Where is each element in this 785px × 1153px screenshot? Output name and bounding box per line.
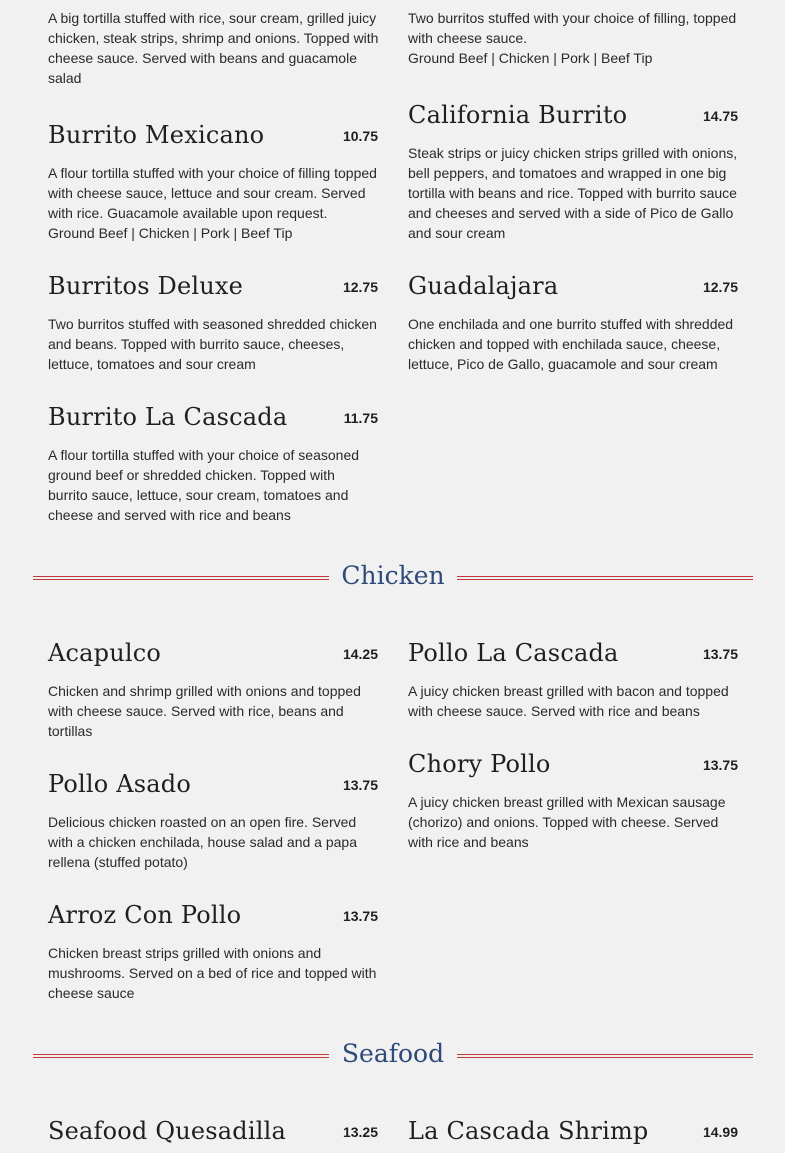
item-name: Burrito Mexicano	[48, 121, 265, 149]
menu-item	[48, 638, 378, 741]
item-name: Guadalajara	[408, 272, 559, 300]
item-name: Burritos Deluxe	[48, 272, 244, 300]
item-description: A juicy chicken breast grilled with bacon and topped with cheese sauce. Served with rice and beans	[408, 683, 729, 719]
menu-item	[408, 638, 738, 721]
item-description: Two burritos stuffed with seasoned shredded chicken and beans. Topped with burrito sauce, cheeses, lettuce, tomatoes and sour cream	[48, 316, 377, 372]
section-title: Seafood	[341, 1039, 445, 1068]
item-price: 13.75	[702, 646, 738, 662]
item-name: Seafood Quesadilla	[48, 1117, 286, 1145]
item-name: Arroz Con Pollo	[48, 901, 242, 929]
item-description-text: Two burritos stuffed with your choice of filling, topped with cheese sauce.	[408, 10, 737, 46]
section-title: Chicken	[341, 561, 445, 590]
item-price: 10.75	[342, 128, 378, 144]
item-description: Steak strips or juicy chicken strips grilled with onions, bell peppers, and tomatoes and wrapped in one big tortilla with beans and rice. Topped with burrito sauce and cheeses and served with a side of Pico de Gallo and sour cream	[408, 145, 738, 241]
menu-item	[48, 402, 378, 525]
item-price: 12.75	[702, 279, 738, 295]
menu-item	[408, 100, 738, 243]
item-name: La Cascada Shrimp	[408, 1117, 649, 1145]
item-name: Acapulco	[48, 639, 162, 667]
item-price: 13.75	[702, 757, 738, 773]
item-name: Burrito La Cascada	[48, 403, 288, 431]
item-description: A juicy chicken breast grilled with Mexican sausage (chorizo) and onions. Topped with cheese. Served with rice and beans	[408, 794, 726, 850]
item-description: A flour tortilla stuffed with your choice of filling topped with cheese sauce, lettuce and sour cream. Served with rice. Guacamole available upon request.	[48, 165, 377, 221]
item-description: Delicious chicken roasted on an open fire. Served with a chicken enchilada, house salad and a papa rellena (stuffed potato)	[48, 814, 357, 870]
item-price: 12.75	[342, 279, 378, 295]
menu-item	[48, 769, 378, 872]
item-price: 13.75	[342, 908, 378, 924]
item-description: Chicken and shrimp grilled with onions and topped with cheese sauce. Served with rice, beans and tortillas	[48, 683, 361, 739]
menu-item	[48, 271, 378, 374]
menu-item	[48, 1116, 378, 1146]
menu-item	[408, 271, 738, 374]
divider-line	[33, 1054, 329, 1058]
section-header-seafood	[33, 1036, 753, 1076]
item-price: 14.25	[342, 646, 378, 662]
item-description: Chicken breast strips grilled with onions and mushrooms. Served on a bed of rice and topped with cheese sauce	[48, 945, 377, 1001]
item-price: 14.75	[702, 108, 738, 124]
item-options: Ground Beef | Chicken | Pork | Beef Tip	[48, 225, 293, 241]
item-name: Chory Pollo	[408, 750, 551, 778]
item-description: A flour tortilla stuffed with your choice of seasoned ground beef or shredded chicken. Topped with burrito sauce, lettuce, sour cream, tomatoes and cheese and served with rice and beans	[48, 447, 360, 523]
divider-line	[457, 1054, 753, 1058]
item-price: 13.75	[342, 777, 378, 793]
item-price: 13.25	[342, 1124, 378, 1140]
section-header-chicken	[33, 558, 753, 598]
menu-item	[408, 749, 738, 852]
menu-item	[408, 1116, 738, 1146]
divider-line	[33, 576, 329, 580]
item-description: A big tortilla stuffed with rice, sour cream, grilled juicy chicken, steak strips, shrimp and onions. Topped with cheese sauce. Served with beans and guacamole salad	[48, 10, 379, 86]
item-price: 11.75	[343, 410, 378, 426]
divider-line	[457, 576, 753, 580]
menu-item	[48, 120, 378, 243]
item-name: Pollo La Cascada	[408, 639, 619, 667]
item-name: Pollo Asado	[48, 770, 192, 798]
item-description: One enchilada and one burrito stuffed with shredded chicken and topped with enchilada sauce, cheese, lettuce, Pico de Gallo, guacamole and sour cream	[408, 316, 734, 372]
item-price: 14.99	[702, 1124, 738, 1140]
item-options: Ground Beef | Chicken | Pork | Beef Tip	[408, 50, 653, 66]
menu-item	[48, 900, 378, 1003]
item-name: California Burrito	[408, 101, 628, 129]
item-description	[408, 8, 738, 68]
